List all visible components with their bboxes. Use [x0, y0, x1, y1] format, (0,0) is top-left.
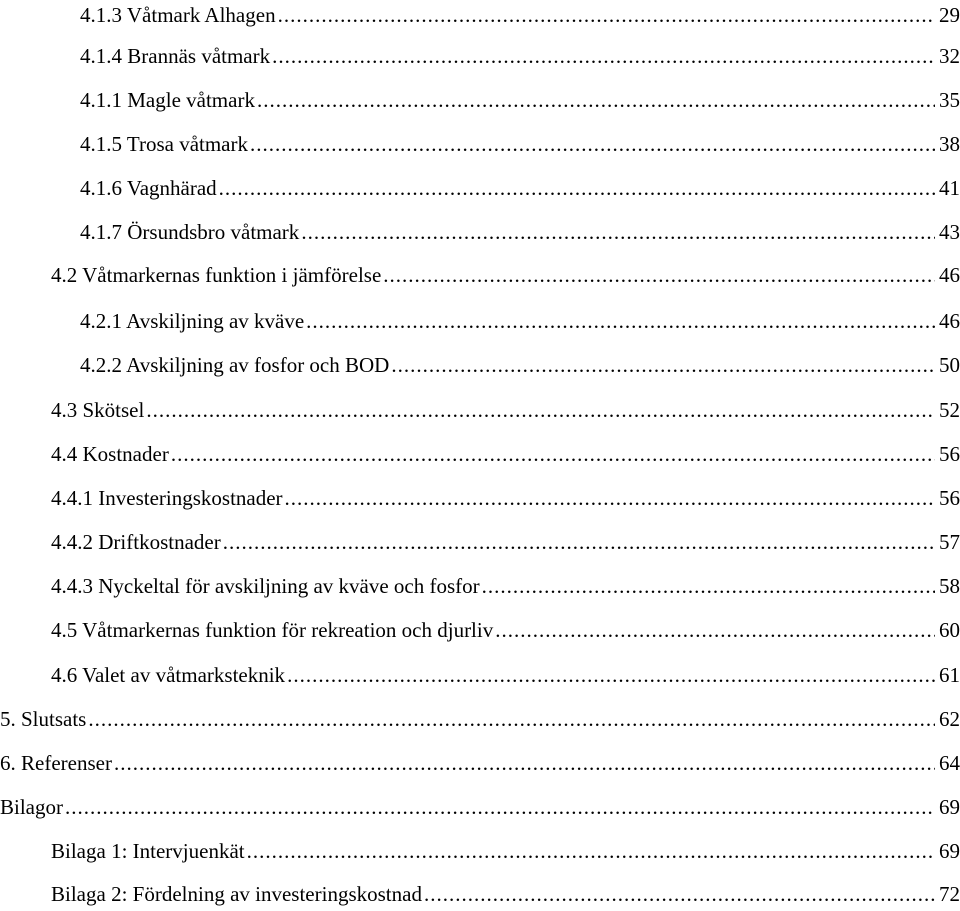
- toc-entry-4-5[interactable]: [51, 615, 960, 645]
- toc-entry-page: 35: [939, 88, 960, 112]
- toc-entry-4-2[interactable]: [51, 260, 960, 290]
- toc-entry-page: 57: [939, 530, 960, 554]
- dot-leader: [482, 571, 935, 601]
- dot-leader: [247, 836, 935, 866]
- toc-entry-page: 41: [939, 176, 960, 200]
- toc-entry-4-1-5[interactable]: [80, 129, 960, 159]
- toc-entry-page: 32: [939, 44, 960, 68]
- toc-entry-label: 4.1.7 Örsundsbro våtmark: [80, 220, 300, 244]
- dot-leader: [219, 173, 935, 203]
- toc-entry-bilagor[interactable]: [0, 792, 960, 822]
- toc-entry-label: 4.4.2 Driftkostnader: [51, 530, 221, 554]
- dot-leader: [88, 704, 935, 734]
- toc-entry-page: 56: [939, 486, 960, 510]
- toc-entry-bilaga-2[interactable]: [51, 879, 960, 909]
- toc-entry-label: Bilaga 2: Fördelning av investeringskostnad: [51, 882, 422, 906]
- toc-entry-page: 60: [939, 618, 960, 642]
- dot-leader: [424, 879, 935, 909]
- toc-entry-label: 4.1.6 Vagnhärad: [80, 176, 217, 200]
- dot-leader: [278, 0, 935, 30]
- dot-leader: [287, 660, 935, 690]
- toc-entry-4-1-7[interactable]: [80, 217, 960, 247]
- toc-entry-4-2-1[interactable]: [80, 306, 960, 336]
- toc-entry-4-1-6[interactable]: [80, 173, 960, 203]
- toc-entry-label: 4.6 Valet av våtmarksteknik: [51, 663, 286, 687]
- dot-leader: [65, 792, 935, 822]
- toc-entry-5[interactable]: [0, 704, 960, 734]
- toc-entry-label: 4.1.3 Våtmark Alhagen: [80, 3, 276, 27]
- dot-leader: [146, 395, 935, 425]
- toc-entry-6[interactable]: [0, 748, 960, 778]
- toc-entry-label: 4.2.2 Avskiljning av fosfor och BOD: [80, 353, 390, 377]
- toc-entry-label: 4.4.1 Investeringskostnader: [51, 486, 283, 510]
- dot-leader: [272, 41, 935, 71]
- toc-entry-4-3[interactable]: [51, 395, 960, 425]
- dot-leader: [171, 439, 935, 469]
- toc-entry-label: 4.2 Våtmarkernas funktion i jämförelse: [51, 263, 382, 287]
- toc-entry-page: 72: [939, 882, 960, 906]
- dot-leader: [301, 217, 935, 247]
- toc-entry-label: 6. Referenser: [0, 751, 112, 775]
- dot-leader: [306, 306, 935, 336]
- toc-entry-label: 4.3 Skötsel: [51, 398, 145, 422]
- dot-leader: [495, 615, 935, 645]
- toc-entry-4-2-2[interactable]: [80, 350, 960, 380]
- toc-entry-4-4-3[interactable]: [51, 571, 960, 601]
- toc-entry-label: 4.2.1 Avskiljning av kväve: [80, 309, 305, 333]
- toc-entry-label: 4.5 Våtmarkernas funktion för rekreation och djurliv: [51, 618, 494, 642]
- toc-entry-page: 50: [939, 353, 960, 377]
- toc-entry-4-1-3[interactable]: [80, 0, 960, 30]
- toc-entry-label: Bilaga 1: Intervjuenkät: [51, 839, 245, 863]
- toc-entry-page: 69: [939, 839, 960, 863]
- dot-leader: [223, 527, 935, 557]
- toc-entry-page: 29: [939, 3, 960, 27]
- dot-leader: [285, 483, 935, 513]
- toc-entry-label: 4.4 Kostnader: [51, 442, 169, 466]
- toc-entry-page: 56: [939, 442, 960, 466]
- toc-entry-page: 46: [939, 263, 960, 287]
- toc-entry-label: 4.1.5 Trosa våtmark: [80, 132, 248, 156]
- dot-leader: [257, 85, 935, 115]
- dot-leader: [250, 129, 935, 159]
- toc-entry-page: 64: [939, 751, 960, 775]
- toc-entry-label: 4.1.1 Magle våtmark: [80, 88, 255, 112]
- toc-entry-page: 38: [939, 132, 960, 156]
- toc-entry-label: 4.1.4 Brannäs våtmark: [80, 44, 271, 68]
- dot-leader: [391, 350, 935, 380]
- toc-entry-label: 4.4.3 Nyckeltal för avskiljning av kväve och fosfor: [51, 574, 480, 598]
- dot-leader: [383, 260, 935, 290]
- toc-entry-page: 46: [939, 309, 960, 333]
- toc-entry-4-4-2[interactable]: [51, 527, 960, 557]
- toc-entry-label: Bilagor: [0, 795, 63, 819]
- toc-entry-4-1-1[interactable]: [80, 85, 960, 115]
- dot-leader: [114, 748, 935, 778]
- toc-entry-page: 52: [939, 398, 960, 422]
- toc-entry-page: 69: [939, 795, 960, 819]
- toc-entry-page: 62: [939, 707, 960, 731]
- toc-entry-4-4-1[interactable]: [51, 483, 960, 513]
- toc-entry-page: 61: [939, 663, 960, 687]
- toc-entry-4-1-4[interactable]: [80, 41, 960, 71]
- toc-entry-page: 43: [939, 220, 960, 244]
- toc-entry-bilaga-1[interactable]: [51, 836, 960, 866]
- toc-entry-4-6[interactable]: [51, 660, 960, 690]
- toc-entry-label: 5. Slutsats: [0, 707, 87, 731]
- toc-entry-page: 58: [939, 574, 960, 598]
- toc-entry-4-4[interactable]: [51, 439, 960, 469]
